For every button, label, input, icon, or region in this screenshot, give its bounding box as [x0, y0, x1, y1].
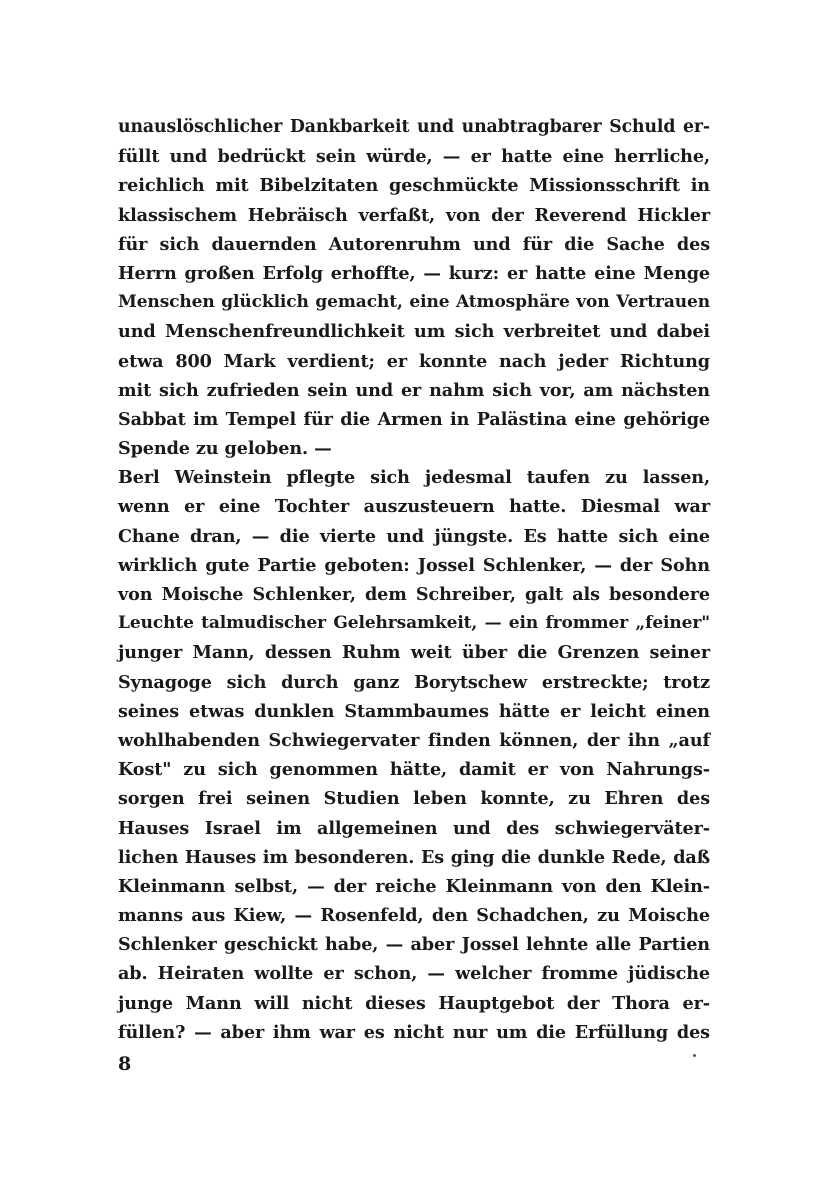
- print-speck: [693, 1054, 696, 1057]
- text-line: mit sich zufrieden sein und er nahm sich vor, am nächsten: [118, 379, 710, 401]
- page-number: 8: [118, 1053, 132, 1075]
- text-line: Synagoge sich durch ganz Borytschew erstreckte; trotz: [118, 671, 710, 693]
- text-line: Kost" zu sich genommen hätte, damit er von Nahrungs-: [118, 759, 710, 781]
- text-line: unauslöschlicher Dankbarkeit und unabtragbarer Schuld er-: [118, 117, 710, 137]
- text-line: von Moische Schlenker, dem Schreiber, galt als besondere: [118, 584, 710, 605]
- text-line: seines etwas dunklen Stammbaumes hätte er leicht einen: [118, 700, 710, 722]
- paragraph-end-line: Spende zu geloben. —: [118, 438, 332, 460]
- text-line: reichlich mit Bibelzitaten geschmückte Missionsschrift in: [118, 175, 710, 197]
- text-line: klassischem Hebräisch verfaßt, von der Reverend Hickler: [118, 204, 710, 226]
- text-line: manns aus Kiew, — Rosenfeld, den Schadchen, zu Moische: [118, 905, 710, 927]
- text-line: Menschen glücklich gemacht, eine Atmosphäre von Vertrauen: [118, 292, 710, 313]
- text-line: Schlenker geschickt habe, — aber Jossel lehnte alle Partien: [118, 934, 710, 956]
- body-text: [118, 113, 710, 1047]
- text-line: Sabbat im Tempel für die Armen in Palästina eine gehörige: [118, 408, 710, 430]
- text-line: und Menschenfreundlichkeit um sich verbreitet und dabei: [118, 321, 710, 343]
- text-line: Hauses Israel im allgemeinen und des schwiegerväter-: [118, 817, 710, 839]
- text-line: sorgen frei seinen Studien leben konnte, zu Ehren des: [118, 788, 710, 810]
- text-line: Chane dran, — die vierte und jüngste. Es hatte sich eine: [118, 525, 710, 547]
- paragraph-start-line: Berl Weinstein pflegte sich jedesmal taufen zu lassen,: [118, 467, 710, 489]
- text-line: füllt und bedrückt sein würde, — er hatte eine herrliche,: [118, 146, 710, 168]
- text-line: wohlhabenden Schwiegervater finden können, der ihn „auf: [118, 729, 710, 751]
- text-line: für sich dauernden Autorenruhm und für die Sache des: [118, 233, 710, 255]
- text-line: lichen Hauses im besonderen. Es ging die dunkle Rede, daß: [118, 846, 710, 868]
- text-line: junge Mann will nicht dieses Hauptgebot der Thora er-: [118, 992, 710, 1014]
- text-line: junger Mann, dessen Ruhm weit über die Grenzen seiner: [118, 642, 710, 664]
- text-line: ab. Heiraten wollte er schon, — welcher fromme jüdische: [118, 963, 710, 985]
- text-line: wirklich gute Partie geboten: Jossel Schlenker, — der Sohn: [118, 554, 710, 576]
- text-line: Herrn großen Erfolg erhoffte, — kurz: er hatte eine Menge: [118, 262, 710, 284]
- text-line: wenn er eine Tochter auszusteuern hatte. Diesmal war: [118, 496, 710, 518]
- text-line: Leuchte talmudischer Gelehrsamkeit, — ein frommer „feiner": [118, 613, 710, 634]
- text-line: Kleinmann selbst, — der reiche Kleinmann von den Klein-: [118, 875, 710, 897]
- text-line: etwa 800 Mark verdient; er konnte nach jeder Richtung: [118, 350, 710, 372]
- text-line: füllen? — aber ihm war es nicht nur um die Erfüllung des: [118, 1021, 710, 1043]
